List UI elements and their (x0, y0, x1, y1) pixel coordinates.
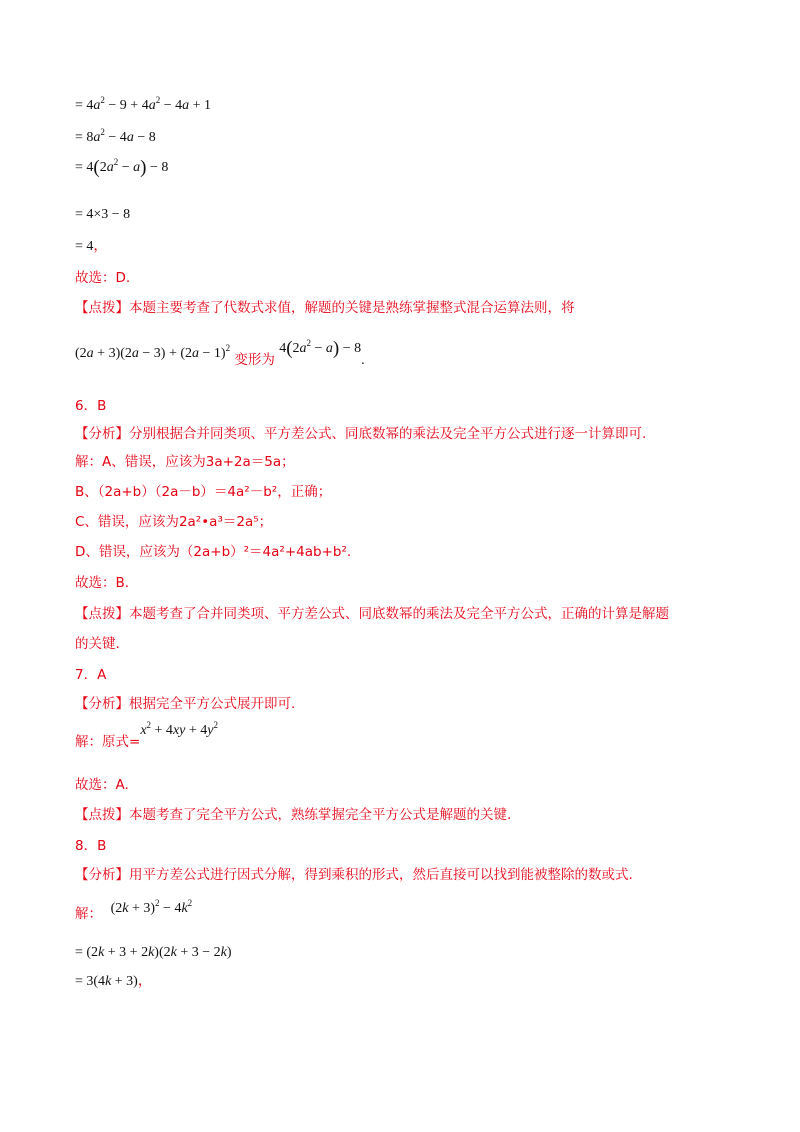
tip-text: 本题考查了合并同类项、平方差公式、同底数幂的乘法及完全平方公式，正确的计算是解题 (129, 606, 669, 622)
analysis-tag: 【分析】 (75, 867, 129, 883)
solution-expr: $x^2 + 4xy + 4y^2$ (140, 720, 218, 738)
tip-expr2: $4(2a^2 - a) - 8$ (279, 338, 362, 359)
q6-tip (75, 604, 669, 624)
q6-option-c (75, 512, 272, 532)
tip-tag: 【点拨】 (75, 606, 129, 622)
tip-text: 本题主要考查了代数式求值，解题的关键是熟练掌握整式混合运算法则，将 (129, 300, 575, 316)
tip-mid: 变形为 (234, 352, 275, 368)
q6-option-b: B、（2a+b）（2a－b）＝4a²－b²，正确； (75, 484, 332, 500)
q6-number: 6．B (75, 398, 107, 414)
prev-step5-comma: ， (93, 239, 108, 254)
prev-tip-line2 (75, 338, 365, 368)
tip-tag: 【点拨】 (75, 807, 129, 823)
analysis-tag: 【分析】 (75, 426, 129, 442)
q8-step1: = (2k + 3 + 2k)(2k + 3 − 2k) (75, 945, 232, 960)
solution-prefix: 解：原式= (75, 734, 141, 750)
q6-tip-line2: 的关键. (75, 636, 120, 652)
q6-answer: 故选：B. (75, 575, 130, 591)
analysis-text: 分别根据合并同类项、平方差公式、同底数幂的乘法及完全平方公式进行逐一计算即可. (129, 426, 647, 442)
q6-option-a (75, 452, 295, 472)
analysis-text: 用平方差公式进行因式分解，得到乘积的形式，然后直接可以找到能被整除的数或式. (129, 867, 633, 883)
solution-prefix: 解： (75, 906, 102, 922)
option-c-math: 2a²•a³＝2a⁵； (178, 514, 273, 530)
prev-tip (75, 298, 575, 318)
prev-step3: = $4(2a^2 - a) - 8$ (75, 157, 169, 178)
q8-solution (75, 898, 193, 925)
tip-end: . (361, 353, 365, 368)
q8-step2: = 3(4k + 3)， (75, 974, 152, 989)
tip-expr: $(2a + 3)(2a - 3) + (2a - 1)^2$ (75, 343, 231, 361)
prev-step4: = 4×3 − 8 (75, 207, 131, 222)
q6-analysis (75, 424, 646, 444)
q7-answer: 故选：A. (75, 777, 129, 793)
option-c-text: C、错误，应该为 (75, 514, 179, 530)
prev-step5: = 4， (75, 239, 108, 254)
q8-number: 8．B (75, 838, 107, 854)
option-a-math: 3a+2a＝5a； (205, 454, 295, 470)
option-a-text: 解：A、错误，应该为 (75, 454, 206, 470)
prev-step2: = $8a^2 - 4a - 8$ (75, 127, 156, 145)
prev-answer: 故选：D. (75, 270, 131, 286)
q7-tip (75, 805, 511, 825)
analysis-tag: 【分析】 (75, 696, 129, 712)
q8-analysis (75, 865, 633, 885)
q6-option-d: D、错误，应该为（2a+b）²＝4a²+4ab+b². (75, 544, 352, 560)
tip-tag: 【点拨】 (75, 300, 129, 316)
tip-text: 本题考查了完全平方公式，熟练掌握完全平方公式是解题的关键. (129, 807, 512, 823)
q7-number: 7．A (75, 667, 107, 683)
prev-step1: = $4a^2 - 9 + 4a^2 - 4a + 1$ (75, 95, 212, 113)
q7-solution (75, 720, 218, 753)
solution-expr: $(2k + 3)^2 - 4k^2$ (110, 898, 193, 916)
q7-analysis (75, 694, 295, 714)
q8-step2-comma: ， (137, 974, 152, 989)
analysis-text: 根据完全平方公式展开即可. (129, 696, 296, 712)
